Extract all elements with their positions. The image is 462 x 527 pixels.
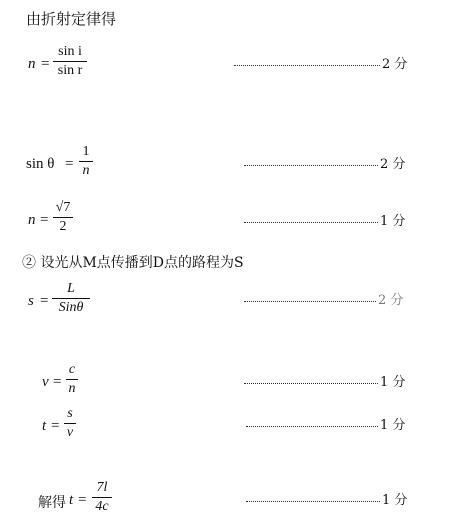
eq7-lhs: t	[69, 492, 74, 508]
eq5-fraction-bar	[66, 379, 78, 380]
eq2-numerator: 1	[82, 144, 90, 159]
eq5-numerator: c	[68, 362, 76, 377]
eq4-lhs: s	[28, 293, 34, 309]
eq3-numerator: √7	[55, 200, 71, 215]
eq6-denominator: v	[66, 425, 74, 440]
eq3-fraction	[51, 200, 75, 235]
eq6-lhs: t	[42, 418, 47, 434]
eq5-leader-dots	[244, 383, 378, 385]
eq7-leader-dots	[246, 501, 380, 503]
eq7-score: 1 分	[382, 493, 408, 508]
eq6-numerator: s	[67, 406, 73, 421]
eq4-denominator: Sinθ	[58, 300, 84, 315]
eq2-equals: =	[65, 156, 74, 172]
heading-refraction-law: 由折射定律得	[26, 10, 117, 28]
eq1-equals: =	[41, 56, 50, 72]
eq5-denominator: n	[68, 381, 76, 396]
eq4-fraction	[51, 281, 91, 316]
eq3-fraction-bar	[53, 217, 73, 218]
eq2-fraction-bar	[79, 161, 93, 162]
eq2-score: 2 分	[380, 157, 406, 172]
eq7-equals: =	[78, 492, 87, 508]
eq1-denominator: sin r	[57, 63, 83, 78]
eq2-leader-dots	[244, 165, 378, 167]
eq5-fraction	[64, 362, 80, 397]
eq6-fraction	[62, 406, 78, 441]
eq2-denominator: n	[82, 163, 90, 178]
eq4-fraction-bar	[52, 298, 90, 299]
eq3-leader-dots	[244, 222, 378, 224]
eq3-score: 1 分	[380, 214, 406, 229]
eq7-numerator: 7l	[96, 480, 108, 495]
eq5-lhs: v	[42, 374, 49, 390]
eq4-numerator: L	[67, 281, 75, 296]
eq1-lhs: n	[28, 56, 36, 72]
eq4-leader-dots	[244, 301, 376, 303]
eq5-score: 1 分	[380, 375, 406, 390]
eq6-fraction-bar	[64, 423, 76, 424]
eq3-denominator: 2	[59, 219, 67, 234]
eq2-fraction	[77, 144, 95, 179]
eq1-score: 2 分	[382, 57, 408, 72]
eq1-fraction-bar	[53, 61, 87, 62]
solved-prefix: 解得	[38, 495, 66, 511]
eq1-fraction	[52, 44, 88, 79]
eq5-equals: =	[53, 374, 62, 390]
eq3-equals: =	[40, 212, 49, 228]
eq6-leader-dots	[246, 426, 378, 428]
eq6-equals: =	[51, 418, 60, 434]
eq1-leader-dots	[234, 65, 380, 67]
eq7-denominator: 4c	[95, 499, 109, 514]
part2-heading: ② 设光从M点传播到D点的路程为S	[22, 255, 244, 271]
eq2-lhs: sin θ	[26, 156, 55, 172]
eq4-score: 2 分	[378, 293, 404, 308]
eq6-score: 1 分	[380, 418, 406, 433]
eq7-fraction-bar	[92, 497, 112, 498]
eq7-fraction	[91, 480, 113, 515]
eq4-equals: =	[40, 293, 49, 309]
eq3-lhs: n	[28, 212, 36, 228]
eq1-numerator: sin i	[58, 44, 82, 59]
